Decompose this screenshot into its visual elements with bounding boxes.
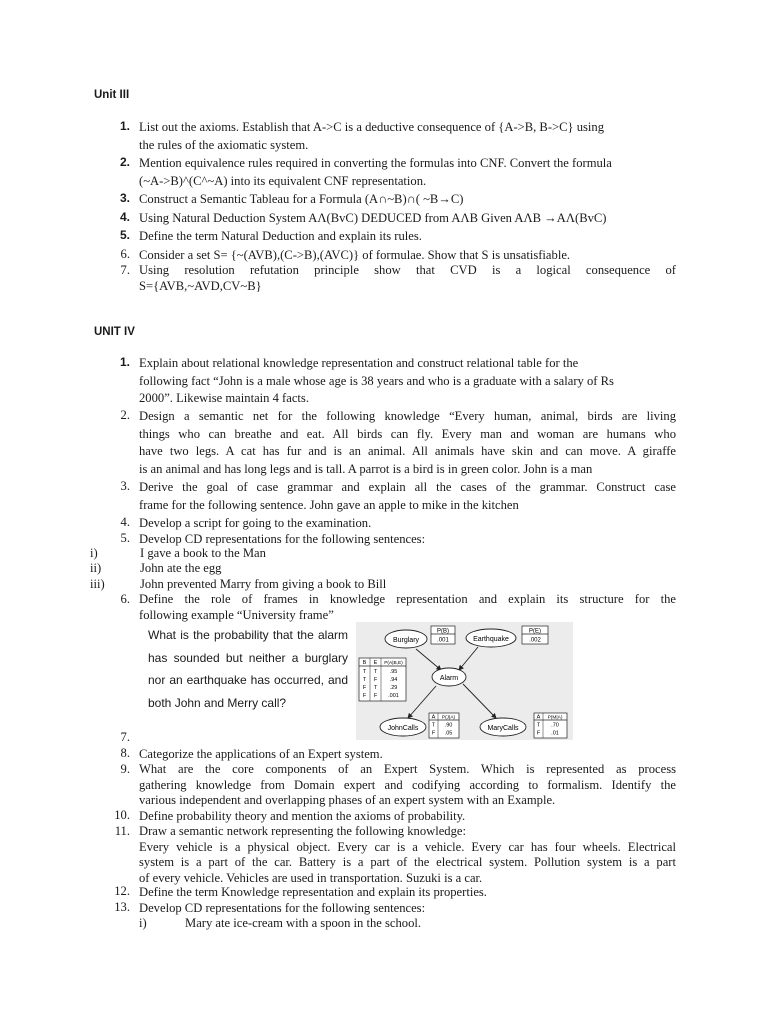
bayes-network-diagram: [356, 622, 573, 740]
unit-4-heading: UNIT IV: [94, 326, 135, 338]
svg-text:F: F: [536, 730, 541, 737]
svg-text:.70: .70: [551, 722, 559, 729]
marycalls-cpt-table: [534, 713, 567, 738]
alarm-node: [432, 668, 466, 686]
unit-4-question-5: 5. Develop CD representations for the following sentences:: [120, 531, 426, 546]
svg-text:B: B: [362, 660, 367, 666]
burglary-node: [385, 630, 427, 648]
unit-3-question-4: 4. Using Natural Deduction System AΛ(BvC) DEDUCED from AΛB Given AΛB →AΛ(BvC): [119, 210, 607, 225]
svg-text:F: F: [373, 677, 378, 683]
svg-text:P(M|A): P(M|A): [547, 715, 563, 721]
unit-3-question-5: 5. Define the term Natural Deduction and explain its rules.: [119, 228, 422, 243]
svg-text:T: T: [536, 722, 541, 729]
svg-text:F: F: [362, 685, 367, 691]
unit-3-question-6: 6. Consider a set S= {~(AVB),(C->B),(AVC)} of formulae. Show that S is unsatisfiable.: [120, 247, 571, 262]
unit-4-question-4: 4. Develop a script for going to the examination.: [120, 515, 372, 530]
svg-text:T: T: [362, 677, 367, 683]
svg-text:P(A|B,E): P(A|B,E): [384, 661, 403, 666]
svg-text:P(E): P(E): [529, 628, 541, 635]
unit-4-question-6: 6. Define the role of frames in knowledge representation and explain its structure for the following example “University frame”: [120, 592, 676, 622]
svg-text:A: A: [431, 714, 436, 721]
unit-4-question-12: 12. Define the term Knowledge representation and explain its properties.: [114, 884, 487, 899]
svg-text:F: F: [431, 730, 436, 737]
earthquake-node: [466, 629, 516, 647]
svg-text:T: T: [431, 722, 436, 729]
unit-4-question-9: 9. What are the core components of an Expert System. Which is represented as process gathering knowledge from Domain expert and codifying according to formalism. Identify the various independent and overlapping phases of an expert system with an Example.: [120, 762, 676, 807]
svg-text:.001: .001: [388, 693, 399, 699]
bayes-network-figure: [140, 622, 573, 740]
svg-text:.002: .002: [529, 637, 541, 644]
unit-4-question-1: 1. Explain about relational knowledge representation and construct relational table for the following fact “John is a male whose age is 38 years and who is a graduate with a salary of Rs 2000”. Likewise maintain 4 facts.: [119, 355, 614, 405]
svg-text:.95: .95: [389, 669, 398, 675]
svg-text:F: F: [362, 693, 367, 699]
unit-3-question-3: 3. Construct a Semantic Tableau for a Formula (A∩~B)∩( ~B→C): [119, 191, 464, 206]
svg-text:P(J|A): P(J|A): [441, 715, 456, 721]
svg-text:A: A: [536, 714, 541, 721]
svg-text:T: T: [373, 685, 378, 691]
unit-4-question-11: 11. Draw a semantic network representing the following knowledge: Every vehicle is a physical object. Every car is a vehicle. Every car has four wheels. Electrical system is a part of the car. Battery is a part of the electrical system. Pollution system is a part of every vehicle. Vehicles are used in transportation. Suzuki is a car.: [114, 824, 676, 885]
unit-4-question-10: 10. Define probability theory and mention the axioms of probability.: [114, 808, 466, 823]
johncalls-node: [380, 718, 426, 736]
probability-question: What is the probability that the alarm has sounded but neither a burglary nor an earthquake has occurred, and both John and Merry call?: [148, 628, 348, 710]
svg-text:.05: .05: [444, 730, 453, 737]
unit-3-heading: Unit III: [94, 89, 130, 101]
svg-text:Burglary: Burglary: [392, 637, 420, 644]
svg-text:.29: .29: [389, 685, 398, 691]
svg-text:JohnCalls: JohnCalls: [387, 725, 419, 732]
pe-table: [522, 626, 548, 644]
svg-text:MaryCalls: MaryCalls: [487, 725, 519, 732]
alarm-cpt-table: [359, 658, 406, 701]
svg-text:T: T: [362, 669, 367, 675]
unit-3-question-1: 1. List out the axioms. Establish that A->C is a deductive consequence of {A->B, B->C} using the rules of the axiomatic system.: [119, 119, 605, 152]
unit-3-question-7: 7. Using resolution refutation principle show that CVD is a logical consequence of S={AVB,~AVD,CV~B}: [120, 263, 676, 293]
johncalls-cpt-table: [429, 713, 459, 738]
svg-text:.01: .01: [551, 730, 559, 737]
svg-text:.90: .90: [444, 722, 453, 729]
pb-table: [431, 626, 455, 644]
svg-text:.001: .001: [437, 637, 449, 644]
unit-4-question-8: 8. Categorize the applications of an Expert system.: [120, 746, 383, 761]
svg-text:.94: .94: [389, 677, 398, 683]
document-page: Unit III 1. List out the axioms. Establish that A->C is a deductive consequence of {A->B, B->C} using the rules of the axiomatic system. 2. Mention equivalence rules required in converting the formulas into CNF. Convert the formula (~A->B)^(C^~A) into its equivalent CNF representation. 3. Construct a Semantic Tableau for a Formula (A∩~B)∩( ~B→C) 4. Using Natural Deduction System AΛ(BvC) DEDUCED from AΛB Given AΛB →AΛ(BvC) 5. Define the term Natural Deduction and explain its rules. 6. Consider a set S= {~(AVB),(C->B),(AVC)} of formulae. Show that S is unsatisfiable. 7. Using resolution refutation principle show that CVD is a logical consequence of S={AVB,~AVD,CV~B} UNIT IV 1. Explain about relational knowledge representation and construct relational table for the following fact “John is a male whose age is 38 years and who is a graduate with a salary of Rs 2000”. Likewise maintain 4 facts. 2. Design a semantic net for the following knowledge “Every human, animal, birds are living things who can breathe and eat. All birds can fly. Every man and woman are humans who have two legs. A cat has fur and is an animal. All animals have skin and can move. A giraffe is an animal and has long legs and is tall. A parrot is a bird is in green color. John is a man 3. Derive the goal of case grammar and explain all the cases of the grammar. Construct case frame for the following sentence. John gave an apple to mike in the kitchen 4. Develop a script for going to the examination. 5. Develop CD representations for the following sentences: i) I gave a book to the Man ii) John ate the egg iii) John prevented Marry from giving a book to Bill 6. Define the role of frames in knowledge representation and explain its structure for the following example “University frame” What is the probability that the alarm has sounded but neither a burglary nor an earthquake has occurred, and both John and Merry call? Burglary Earthquake Alarm JohnCalls MaryCalls P(B) .001 P(E) .002 B E P(A|B,E) T T .95 T F .94 F T .29 F F .001 A P(J|A) T .90 F .05 A P(M|A) T .70 F .01 7. 8. Categorize the applications of an Expert system. 9. What are the core components of an Expert System. Which is represented as process gathering knowledge from Domain expert and codifying according to formalism. Identify the various independent and overlapping phases of an expert system with an Example. 10. Define probability theory and mention the axioms of probability. 11. Draw a semantic network representing the following knowledge: Every vehicle is a physical object. Every car is a vehicle. Every car has four wheels. Electrical system is a part of the car. Battery is a part of the electrical system. Pollution system is a part of every vehicle. Vehicles are used in transportation. Suzuki is a car. 12. Define the term Knowledge representation and explain its properties. 13. Develop CD representations for the following sentences: i) Mary ate ice-cream with a spoon in the school.: [90, 89, 676, 930]
svg-text:Earthquake: Earthquake: [473, 636, 509, 643]
svg-text:Alarm: Alarm: [439, 675, 459, 682]
svg-text:E: E: [373, 660, 378, 666]
unit-4-question-3: 3. Derive the goal of case grammar and explain all the cases of the grammar. Construct case frame for the following sentence. John gave an apple to mike in the kitchen: [120, 479, 676, 512]
svg-text:T: T: [373, 669, 378, 675]
unit-4-question-2: 2. Design a semantic net for the following knowledge “Every human, animal, birds are living things who can breathe and eat. All birds can fly. Every man and woman are humans who have two legs. A cat has fur and is an animal. All animals have skin and can move. A giraffe is an animal and has long legs and is tall. A parrot is a bird is in green color. John is a man: [120, 408, 676, 476]
unit-4-question-13: 13. Develop CD representations for the following sentences:: [114, 900, 426, 915]
svg-text:F: F: [373, 693, 378, 699]
svg-text:P(B): P(B): [437, 628, 449, 635]
unit-3-question-2: 2. Mention equivalence rules required in converting the formulas into CNF. Convert the formula (~A->B)^(C^~A) into its equivalent CNF representation.: [119, 155, 612, 188]
marycalls-node: [480, 718, 526, 736]
